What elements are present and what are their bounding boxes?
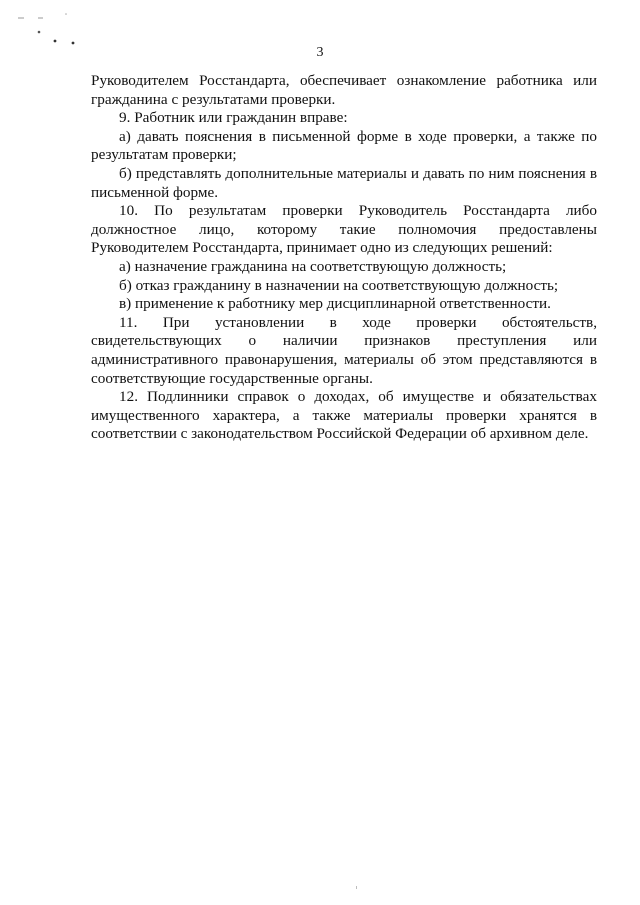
paragraph-9b: б) представлять дополнительные материалы и давать по ним пояснения в письменной форме.	[91, 164, 597, 201]
paragraph-11: 11. При установлении в ходе проверки обстоятельств, свидетельствующих о наличии признаков преступления или административного правонарушения, материалы об этом представляются в соответствующие государственные органы.	[91, 313, 597, 387]
document-body	[91, 72, 597, 444]
paragraph-10b: б) отказ гражданину в назначении на соответствующую должность;	[119, 276, 559, 294]
paragraph-10c: в) применение к работнику мер дисциплинарной ответственности.	[119, 295, 551, 313]
paragraph-9: 9. Работник или гражданин вправе:	[119, 109, 348, 127]
paragraph-10a: а) назначение гражданина на соответствующую должность;	[119, 257, 507, 275]
scan-artifact	[356, 886, 357, 889]
paragraph-continuation: Руководителем Росстандарта, обеспечивает ознакомление работника или гражданина с результатами проверки.	[91, 72, 597, 108]
page-number: 3	[316, 45, 324, 60]
paragraph-12: 12. Подлинники справок о доходах, об имуществе и обязательствах имущественного характера, а также материалы проверки хранятся в соответствии с законодательством Российской Федерации об архивном деле.	[91, 388, 597, 443]
paragraph-10: 10. По результатам проверки Руководитель Росстандарта либо должностное лицо, которому такие полномочия предоставлены Руководителем Росстандарта, принимает одно из следующих решений:	[91, 202, 597, 257]
paragraph-9a: а) давать пояснения в письменной форме в ходе проверки, а также по результатам проверки;	[91, 127, 597, 164]
